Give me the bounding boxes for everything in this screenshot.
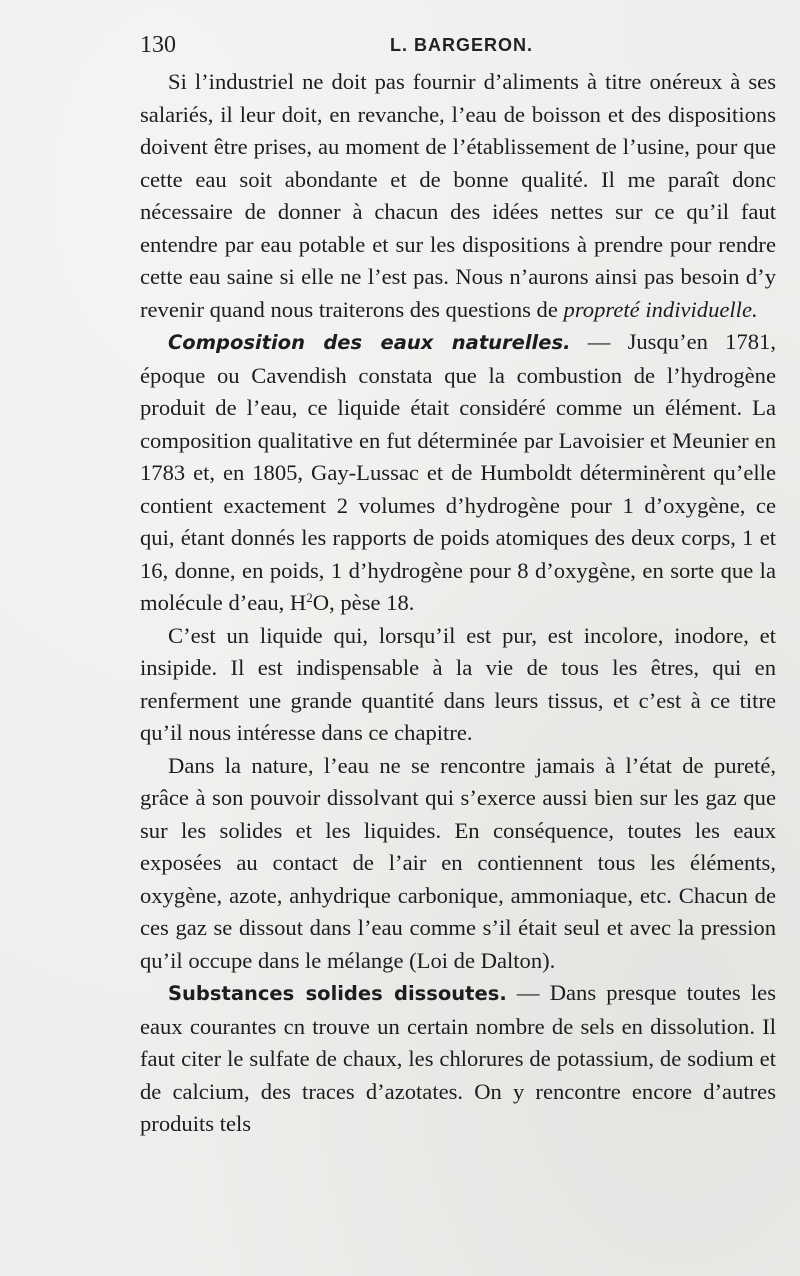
paragraph-text-end: O, pèse 18.: [312, 590, 415, 615]
paragraph-text: — Dans presque toutes les eaux courantes cn trouve un certain nombre de sels en dissolution. Il faut citer le sulfate de chaux, les chlorures de potassium, de sodium et de calcium, des traces d’azotates. On y rencontre encore d’autres produits tels: [140, 980, 776, 1136]
emphasis-text: propreté individuelle.: [563, 296, 758, 322]
page-number: 130: [140, 32, 176, 58]
body-text: [140, 66, 776, 1141]
running-head: [140, 32, 780, 60]
paragraph-text: — Jusqu’en 1781, époque ou Cavendish constata que la combustion de l’hydrogène produit de l’eau, ce liquide était considéré comme un élément. La composition qualitative en fut déterminée par Lavoisier et Meunier en 1783 et, en 1805, Gay-Lussac et de Humboldt déterminèrent qu’elle contient exactement 2 volumes d’hydrogène pour 1 d’oxygène, ce qui, étant donnés les rapports de poids atomiques des deux corps, 1 et 16, donne, en poids, 1 d’hydrogène pour 8 d’oxygène, en sorte que la molécule d’eau, H: [140, 329, 777, 615]
paragraph-text: C’est un liquide qui, lorsqu’il est pur, est incolore, inodore, et insipide. Il est indispensable à la vie de tous les êtres, qui en renferment une grande quantité dans leurs tissus, et c’est à ce titre qu’il nous intéresse dans ce chapitre.: [140, 622, 776, 745]
paragraph-properties: [140, 620, 776, 750]
formula-superscript: 2: [306, 590, 313, 605]
running-title: L. BARGERON.: [390, 35, 534, 55]
paragraph-text: Dans la nature, l’eau ne se rencontre jamais à l’état de pureté, grâce à son pouvoir dissolvant qui s’exerce aussi bien sur les gaz que sur les solides et les liquides. En conséquence, toutes les eaux exposées au contact de l’air en contiennent tous les éléments, oxygène, azote, anhydrique carbonique, ammoniaque, etc. Chacun de ces gaz se dissout dans l’eau comme s’il était seul et avec la pression qu’il occupe dans le mélange (Loi de Dalton).: [140, 752, 776, 973]
paragraph-composition: [140, 326, 776, 620]
section-heading-composition: Composition des eaux naturelles.: [168, 331, 571, 354]
paragraph-text: Si l’industriel ne doit pas fournir d’aliments à titre onéreux à ses salariés, il leur doit, en revanche, l’eau de boisson et des dispositions doivent être prises, au moment de l’établissement de l’usine, pour que cette eau soit abondante et de bonne qualité. Il me paraît donc nécessaire de donner à chacun des idées nettes sur ce qu’il faut entendre par eau potable et sur les dispositions à prendre pour rendre cette eau saine si elle ne l’est pas. Nous n’aurons ainsi pas besoin d’y revenir quand nous traiterons des questions de: [140, 69, 776, 322]
paragraph-drinking-water: [140, 66, 776, 326]
paragraph-dissolved-solids: [140, 977, 776, 1141]
paragraph-dissolved-gases: [140, 750, 776, 978]
section-heading-solids: Substances solides dissoutes.: [168, 982, 507, 1005]
